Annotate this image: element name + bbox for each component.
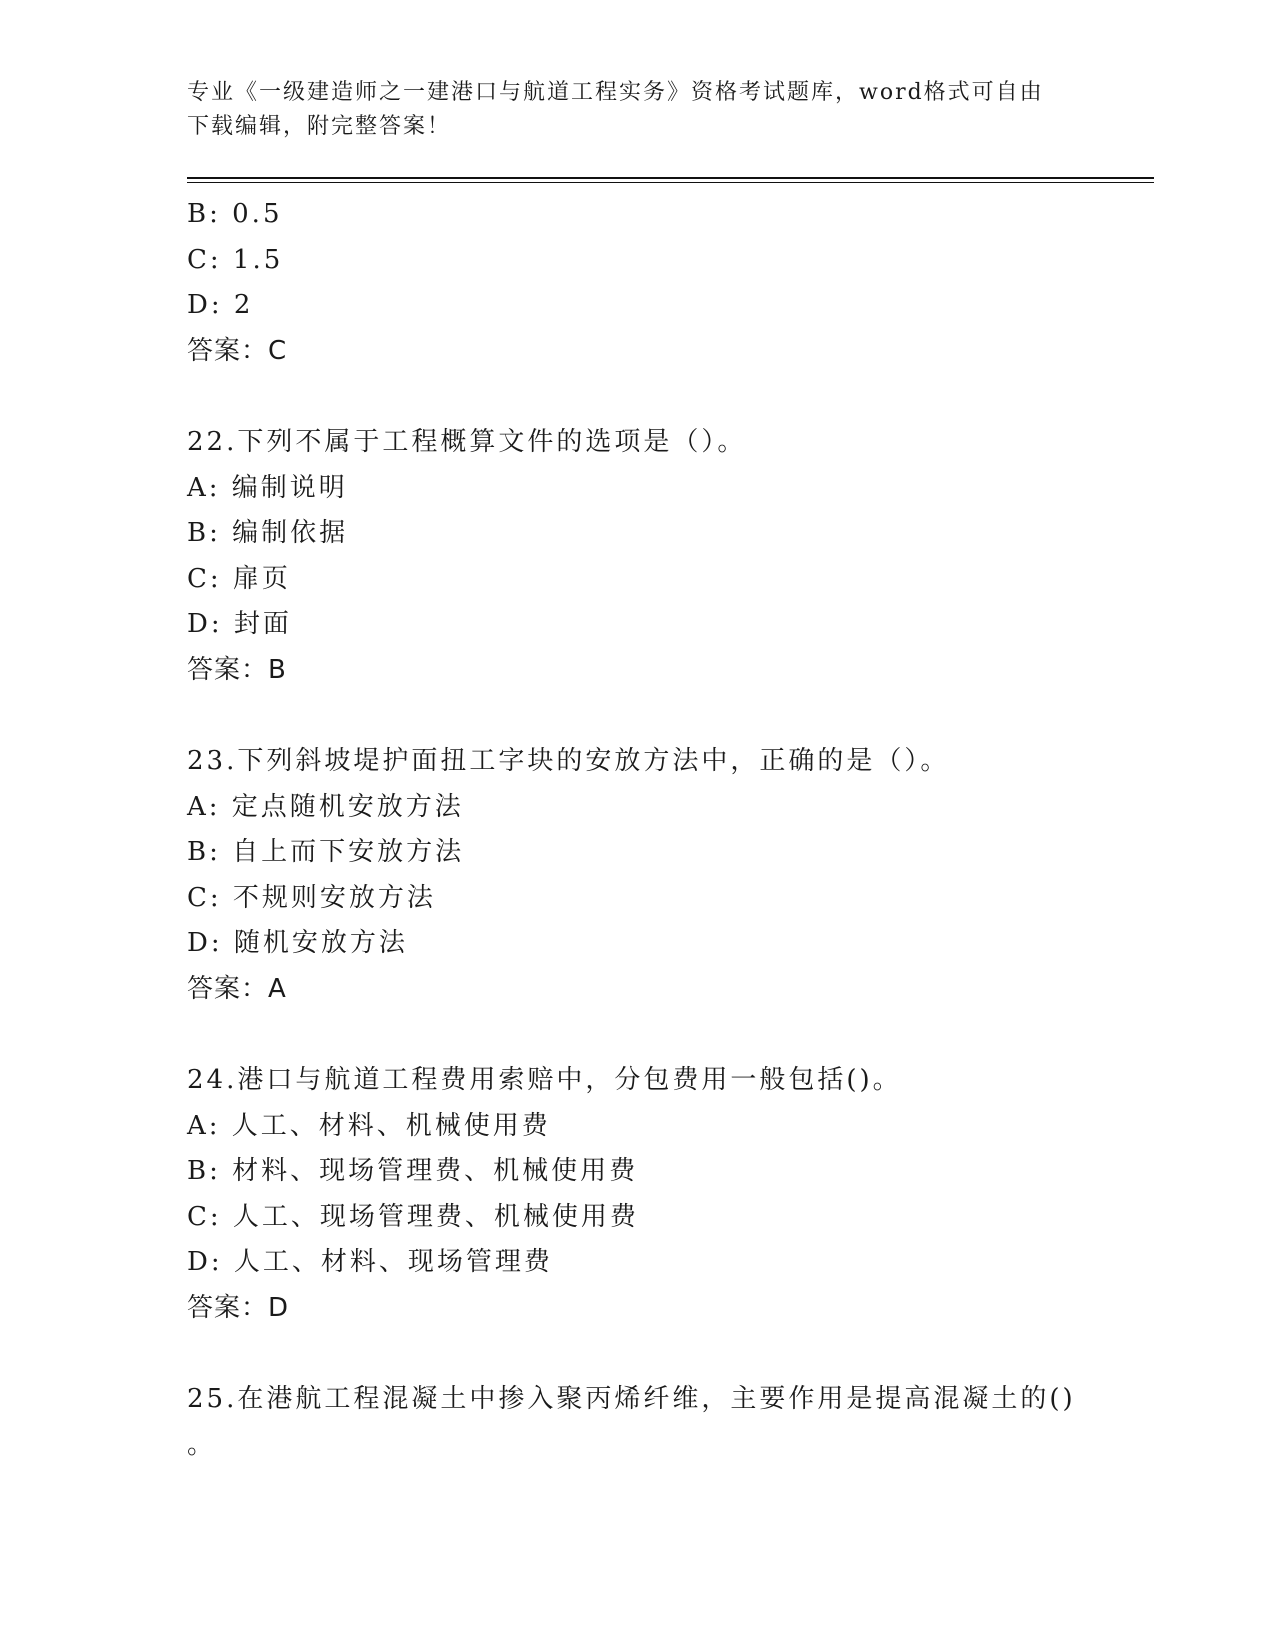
header-rule-thick — [187, 177, 1154, 179]
answer-line: 答案：B — [187, 654, 287, 685]
option-b: B: 0.5 — [187, 199, 283, 229]
answer-line: 答案：D — [187, 1292, 290, 1323]
option-a: A: 定点随机安放方法 — [187, 791, 464, 822]
option-a: A: 人工、材料、机械使用费 — [187, 1110, 551, 1141]
question-title-continued: 。 — [187, 1429, 217, 1460]
question-22 — [187, 420, 1087, 693]
option-c: C: 扉页 — [187, 563, 291, 594]
answer-line: 答案：C — [187, 335, 288, 366]
question-list — [187, 192, 1087, 1468]
header-line-1: 专业《一级建造师之一建港口与航道工程实务》资格考试题库，word格式可自由 — [187, 80, 1044, 105]
question-25 — [187, 1377, 1087, 1468]
question-title: 22.下列不属于工程概算文件的选项是（）。 — [187, 427, 747, 457]
question-title: 23.下列斜坡堤护面扭工字块的安放方法中，正确的是（）。 — [187, 746, 950, 776]
option-c: C: 1.5 — [187, 244, 284, 275]
option-b: B: 编制依据 — [187, 518, 349, 548]
answer-line: 答案：A — [187, 973, 287, 1004]
option-d: D: 人工、材料、现场管理费 — [187, 1247, 553, 1277]
option-d: D: 封面 — [187, 609, 292, 639]
question-21-tail — [187, 192, 1087, 374]
option-d: D: 2 — [187, 290, 254, 320]
option-d: D: 随机安放方法 — [187, 928, 408, 958]
option-c: C: 人工、现场管理费、机械使用费 — [187, 1201, 639, 1232]
option-c: C: 不规则安放方法 — [187, 882, 436, 913]
header-rule-thin — [187, 182, 1154, 183]
question-title: 24.港口与航道工程费用索赔中，分包费用一般包括()。 — [187, 1065, 902, 1095]
question-title: 25.在港航工程混凝土中掺入聚丙烯纤维，主要作用是提高混凝土的() — [187, 1384, 1076, 1414]
option-b: B: 自上而下安放方法 — [187, 837, 465, 867]
question-23 — [187, 739, 1087, 1012]
document-header — [187, 76, 1087, 144]
question-24 — [187, 1058, 1087, 1331]
option-b: B: 材料、现场管理费、机械使用费 — [187, 1156, 639, 1186]
option-a: A: 编制说明 — [187, 472, 348, 503]
header-line-2: 下载编辑，附完整答案！ — [187, 114, 452, 139]
